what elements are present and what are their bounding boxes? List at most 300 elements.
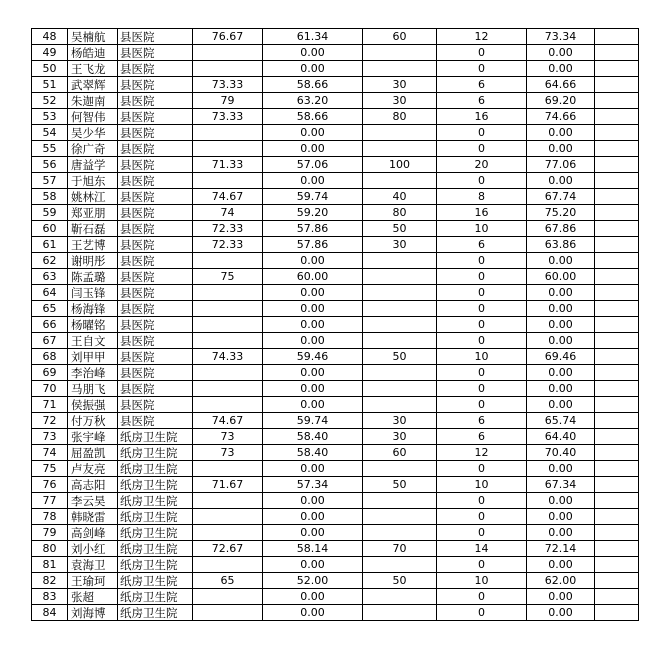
score-raw <box>193 61 263 77</box>
bonus-weighted: 0 <box>437 525 527 541</box>
bonus-raw: 30 <box>363 237 437 253</box>
blank-cell <box>595 109 639 125</box>
blank-cell <box>595 477 639 493</box>
blank-cell <box>595 253 639 269</box>
bonus-weighted: 0 <box>437 125 527 141</box>
hospital: 县医院 <box>118 29 193 45</box>
row-number: 57 <box>32 173 68 189</box>
hospital: 纸房卫生院 <box>118 525 193 541</box>
person-name: 刘甲甲 <box>68 349 118 365</box>
person-name: 刘小红 <box>68 541 118 557</box>
score-raw <box>193 45 263 61</box>
hospital: 县医院 <box>118 125 193 141</box>
score-weighted: 59.74 <box>263 413 363 429</box>
table-row <box>32 557 639 573</box>
hospital: 县医院 <box>118 157 193 173</box>
total-score: 72.14 <box>527 541 595 557</box>
person-name: 闫玉锋 <box>68 285 118 301</box>
person-name: 刘海博 <box>68 605 118 621</box>
total-score: 69.20 <box>527 93 595 109</box>
total-score: 62.00 <box>527 573 595 589</box>
table-row <box>32 109 639 125</box>
bonus-weighted: 8 <box>437 189 527 205</box>
total-score: 0.00 <box>527 461 595 477</box>
row-number: 49 <box>32 45 68 61</box>
hospital: 县医院 <box>118 269 193 285</box>
total-score: 74.66 <box>527 109 595 125</box>
bonus-raw <box>363 605 437 621</box>
score-raw: 74.33 <box>193 349 263 365</box>
score-raw: 75 <box>193 269 263 285</box>
score-weighted: 0.00 <box>263 173 363 189</box>
score-raw <box>193 525 263 541</box>
hospital: 纸房卫生院 <box>118 605 193 621</box>
table-row <box>32 333 639 349</box>
row-number: 62 <box>32 253 68 269</box>
score-raw: 74 <box>193 205 263 221</box>
score-raw: 71.33 <box>193 157 263 173</box>
blank-cell <box>595 429 639 445</box>
bonus-raw <box>363 525 437 541</box>
person-name: 杨海锋 <box>68 301 118 317</box>
total-score: 67.74 <box>527 189 595 205</box>
person-name: 唐益学 <box>68 157 118 173</box>
total-score: 75.20 <box>527 205 595 221</box>
row-number: 59 <box>32 205 68 221</box>
blank-cell <box>595 365 639 381</box>
table-row <box>32 589 639 605</box>
score-weighted: 57.86 <box>263 237 363 253</box>
person-name: 李云昊 <box>68 493 118 509</box>
table-row <box>32 301 639 317</box>
blank-cell <box>595 285 639 301</box>
score-weighted: 63.20 <box>263 93 363 109</box>
table-row <box>32 221 639 237</box>
row-number: 66 <box>32 317 68 333</box>
score-raw <box>193 397 263 413</box>
total-score: 0.00 <box>527 525 595 541</box>
bonus-raw: 100 <box>363 157 437 173</box>
person-name: 卢友亮 <box>68 461 118 477</box>
hospital: 县医院 <box>118 413 193 429</box>
bonus-raw: 80 <box>363 205 437 221</box>
person-name: 杨曜铭 <box>68 317 118 333</box>
score-raw: 73.33 <box>193 109 263 125</box>
score-raw <box>193 381 263 397</box>
blank-cell <box>595 397 639 413</box>
score-weighted: 59.74 <box>263 189 363 205</box>
row-number: 55 <box>32 141 68 157</box>
blank-cell <box>595 525 639 541</box>
bonus-weighted: 6 <box>437 77 527 93</box>
total-score: 64.66 <box>527 77 595 93</box>
score-weighted: 0.00 <box>263 125 363 141</box>
bonus-raw: 60 <box>363 445 437 461</box>
bonus-weighted: 0 <box>437 589 527 605</box>
bonus-weighted: 12 <box>437 445 527 461</box>
hospital: 县医院 <box>118 61 193 77</box>
person-name: 何智伟 <box>68 109 118 125</box>
hospital: 县医院 <box>118 397 193 413</box>
person-name: 马朋飞 <box>68 381 118 397</box>
blank-cell <box>595 509 639 525</box>
person-name: 王飞龙 <box>68 61 118 77</box>
blank-cell <box>595 29 639 45</box>
table-row <box>32 445 639 461</box>
total-score: 0.00 <box>527 285 595 301</box>
table-row <box>32 573 639 589</box>
score-raw: 72.33 <box>193 221 263 237</box>
row-number: 67 <box>32 333 68 349</box>
total-score: 0.00 <box>527 509 595 525</box>
blank-cell <box>595 173 639 189</box>
score-raw: 73 <box>193 445 263 461</box>
hospital: 县医院 <box>118 365 193 381</box>
score-weighted: 57.06 <box>263 157 363 173</box>
hospital: 县医院 <box>118 173 193 189</box>
total-score: 0.00 <box>527 301 595 317</box>
bonus-weighted: 10 <box>437 573 527 589</box>
score-raw: 72.67 <box>193 541 263 557</box>
hospital: 县医院 <box>118 349 193 365</box>
bonus-raw <box>363 253 437 269</box>
person-name: 朱迦南 <box>68 93 118 109</box>
row-number: 58 <box>32 189 68 205</box>
total-score: 67.86 <box>527 221 595 237</box>
score-weighted: 52.00 <box>263 573 363 589</box>
hospital: 县医院 <box>118 237 193 253</box>
table-row <box>32 189 639 205</box>
row-number: 74 <box>32 445 68 461</box>
blank-cell <box>595 301 639 317</box>
person-name: 侯振强 <box>68 397 118 413</box>
table-row <box>32 605 639 621</box>
row-number: 52 <box>32 93 68 109</box>
table-row <box>32 77 639 93</box>
total-score: 0.00 <box>527 253 595 269</box>
total-score: 0.00 <box>527 397 595 413</box>
bonus-weighted: 16 <box>437 205 527 221</box>
blank-cell <box>595 77 639 93</box>
score-raw <box>193 173 263 189</box>
bonus-raw <box>363 509 437 525</box>
bonus-raw: 50 <box>363 349 437 365</box>
score-weighted: 0.00 <box>263 141 363 157</box>
score-weighted: 0.00 <box>263 317 363 333</box>
row-number: 71 <box>32 397 68 413</box>
bonus-raw <box>363 285 437 301</box>
score-weighted: 0.00 <box>263 45 363 61</box>
hospital: 县医院 <box>118 285 193 301</box>
score-weighted: 58.40 <box>263 445 363 461</box>
bonus-weighted: 0 <box>437 253 527 269</box>
score-weighted: 60.00 <box>263 269 363 285</box>
person-name: 高剑峰 <box>68 525 118 541</box>
bonus-raw: 50 <box>363 573 437 589</box>
bonus-raw <box>363 333 437 349</box>
hospital: 纸房卫生院 <box>118 445 193 461</box>
score-raw <box>193 125 263 141</box>
score-raw: 65 <box>193 573 263 589</box>
bonus-raw: 70 <box>363 541 437 557</box>
bonus-weighted: 0 <box>437 493 527 509</box>
row-number: 79 <box>32 525 68 541</box>
score-weighted: 0.00 <box>263 253 363 269</box>
blank-cell <box>595 333 639 349</box>
table-row <box>32 93 639 109</box>
bonus-weighted: 12 <box>437 29 527 45</box>
row-number: 81 <box>32 557 68 573</box>
table-row <box>32 29 639 45</box>
bonus-weighted: 0 <box>437 397 527 413</box>
bonus-weighted: 6 <box>437 429 527 445</box>
hospital: 县医院 <box>118 205 193 221</box>
bonus-weighted: 10 <box>437 477 527 493</box>
score-weighted: 0.00 <box>263 61 363 77</box>
score-weighted: 0.00 <box>263 381 363 397</box>
person-name: 王艺博 <box>68 237 118 253</box>
blank-cell <box>595 381 639 397</box>
bonus-weighted: 0 <box>437 45 527 61</box>
score-raw <box>193 589 263 605</box>
table-row <box>32 45 639 61</box>
bonus-weighted: 6 <box>437 413 527 429</box>
score-raw <box>193 365 263 381</box>
score-raw <box>193 557 263 573</box>
blank-cell <box>595 589 639 605</box>
bonus-raw <box>363 269 437 285</box>
total-score: 0.00 <box>527 589 595 605</box>
row-number: 51 <box>32 77 68 93</box>
table-row <box>32 413 639 429</box>
blank-cell <box>595 125 639 141</box>
blank-cell <box>595 205 639 221</box>
blank-cell <box>595 317 639 333</box>
person-name: 郑亚朋 <box>68 205 118 221</box>
blank-cell <box>595 157 639 173</box>
total-score: 63.86 <box>527 237 595 253</box>
blank-cell <box>595 45 639 61</box>
total-score: 0.00 <box>527 125 595 141</box>
blank-cell <box>595 445 639 461</box>
score-raw: 73.33 <box>193 77 263 93</box>
bonus-weighted: 6 <box>437 237 527 253</box>
person-name: 姚林江 <box>68 189 118 205</box>
hospital: 纸房卫生院 <box>118 509 193 525</box>
score-weighted: 0.00 <box>263 397 363 413</box>
score-raw <box>193 141 263 157</box>
hospital: 县医院 <box>118 317 193 333</box>
total-score: 73.34 <box>527 29 595 45</box>
blank-cell <box>595 605 639 621</box>
person-name: 谢明彤 <box>68 253 118 269</box>
person-name: 袁海卫 <box>68 557 118 573</box>
person-name: 韩晓雷 <box>68 509 118 525</box>
bonus-weighted: 0 <box>437 365 527 381</box>
score-weighted: 0.00 <box>263 525 363 541</box>
blank-cell <box>595 541 639 557</box>
total-score: 0.00 <box>527 365 595 381</box>
bonus-weighted: 0 <box>437 173 527 189</box>
table-row <box>32 125 639 141</box>
score-raw: 74.67 <box>193 189 263 205</box>
blank-cell <box>595 573 639 589</box>
hospital: 纸房卫生院 <box>118 429 193 445</box>
person-name: 张超 <box>68 589 118 605</box>
row-number: 82 <box>32 573 68 589</box>
hospital: 纸房卫生院 <box>118 589 193 605</box>
row-number: 70 <box>32 381 68 397</box>
bonus-weighted: 0 <box>437 557 527 573</box>
bonus-raw <box>363 589 437 605</box>
score-raw: 73 <box>193 429 263 445</box>
bonus-raw: 40 <box>363 189 437 205</box>
bonus-raw: 60 <box>363 29 437 45</box>
total-score: 60.00 <box>527 269 595 285</box>
total-score: 65.74 <box>527 413 595 429</box>
table-body <box>32 29 639 621</box>
bonus-raw: 50 <box>363 477 437 493</box>
table-row <box>32 317 639 333</box>
hospital: 纸房卫生院 <box>118 493 193 509</box>
score-raw: 79 <box>193 93 263 109</box>
total-score: 0.00 <box>527 605 595 621</box>
table-row <box>32 493 639 509</box>
row-number: 69 <box>32 365 68 381</box>
blank-cell <box>595 413 639 429</box>
score-raw <box>193 253 263 269</box>
hospital: 纸房卫生院 <box>118 557 193 573</box>
row-number: 77 <box>32 493 68 509</box>
blank-cell <box>595 557 639 573</box>
table-row <box>32 477 639 493</box>
total-score: 64.40 <box>527 429 595 445</box>
bonus-weighted: 0 <box>437 381 527 397</box>
bonus-raw: 30 <box>363 429 437 445</box>
row-number: 65 <box>32 301 68 317</box>
table-row <box>32 541 639 557</box>
score-weighted: 61.34 <box>263 29 363 45</box>
score-weighted: 0.00 <box>263 557 363 573</box>
total-score: 0.00 <box>527 317 595 333</box>
row-number: 64 <box>32 285 68 301</box>
blank-cell <box>595 93 639 109</box>
score-raw: 74.67 <box>193 413 263 429</box>
score-raw: 76.67 <box>193 29 263 45</box>
person-name: 陈孟璐 <box>68 269 118 285</box>
row-number: 61 <box>32 237 68 253</box>
person-name: 张宇峰 <box>68 429 118 445</box>
hospital: 县医院 <box>118 301 193 317</box>
person-name: 杨皓迪 <box>68 45 118 61</box>
total-score: 77.06 <box>527 157 595 173</box>
row-number: 73 <box>32 429 68 445</box>
person-name: 靳石磊 <box>68 221 118 237</box>
score-weighted: 58.14 <box>263 541 363 557</box>
score-raw <box>193 333 263 349</box>
score-weighted: 0.00 <box>263 509 363 525</box>
person-name: 武翠辉 <box>68 77 118 93</box>
person-name: 高志阳 <box>68 477 118 493</box>
row-number: 72 <box>32 413 68 429</box>
total-score: 0.00 <box>527 141 595 157</box>
blank-cell <box>595 237 639 253</box>
score-weighted: 58.40 <box>263 429 363 445</box>
score-weighted: 58.66 <box>263 77 363 93</box>
row-number: 48 <box>32 29 68 45</box>
bonus-raw <box>363 365 437 381</box>
blank-cell <box>595 269 639 285</box>
score-weighted: 0.00 <box>263 333 363 349</box>
score-weighted: 0.00 <box>263 461 363 477</box>
total-score: 0.00 <box>527 381 595 397</box>
bonus-weighted: 10 <box>437 221 527 237</box>
hospital: 县医院 <box>118 189 193 205</box>
hospital: 县医院 <box>118 109 193 125</box>
bonus-weighted: 0 <box>437 285 527 301</box>
person-name: 屈盈凯 <box>68 445 118 461</box>
bonus-weighted: 0 <box>437 605 527 621</box>
blank-cell <box>595 189 639 205</box>
person-name: 吴楠航 <box>68 29 118 45</box>
table-row <box>32 461 639 477</box>
row-number: 84 <box>32 605 68 621</box>
bonus-weighted: 0 <box>437 509 527 525</box>
table-row <box>32 269 639 285</box>
hospital: 县医院 <box>118 93 193 109</box>
hospital: 县医院 <box>118 333 193 349</box>
table-row <box>32 429 639 445</box>
table-row <box>32 509 639 525</box>
total-score: 0.00 <box>527 45 595 61</box>
bonus-weighted: 14 <box>437 541 527 557</box>
person-name: 于旭东 <box>68 173 118 189</box>
table-row <box>32 61 639 77</box>
bonus-raw <box>363 493 437 509</box>
bonus-raw: 30 <box>363 413 437 429</box>
score-weighted: 0.00 <box>263 301 363 317</box>
hospital: 县医院 <box>118 253 193 269</box>
score-table <box>31 28 639 621</box>
bonus-raw <box>363 557 437 573</box>
score-weighted: 59.20 <box>263 205 363 221</box>
score-weighted: 59.46 <box>263 349 363 365</box>
table-row <box>32 285 639 301</box>
bonus-weighted: 0 <box>437 61 527 77</box>
bonus-raw <box>363 45 437 61</box>
bonus-raw <box>363 317 437 333</box>
bonus-raw <box>363 141 437 157</box>
bonus-raw <box>363 173 437 189</box>
table-row <box>32 397 639 413</box>
hospital: 县医院 <box>118 141 193 157</box>
score-raw: 71.67 <box>193 477 263 493</box>
bonus-weighted: 0 <box>437 333 527 349</box>
bonus-raw: 50 <box>363 221 437 237</box>
row-number: 83 <box>32 589 68 605</box>
score-weighted: 0.00 <box>263 285 363 301</box>
hospital: 县医院 <box>118 381 193 397</box>
total-score: 0.00 <box>527 333 595 349</box>
blank-cell <box>595 221 639 237</box>
bonus-raw <box>363 397 437 413</box>
hospital: 纸房卫生院 <box>118 461 193 477</box>
score-weighted: 0.00 <box>263 605 363 621</box>
total-score: 69.46 <box>527 349 595 365</box>
score-weighted: 57.86 <box>263 221 363 237</box>
person-name: 王自文 <box>68 333 118 349</box>
row-number: 68 <box>32 349 68 365</box>
